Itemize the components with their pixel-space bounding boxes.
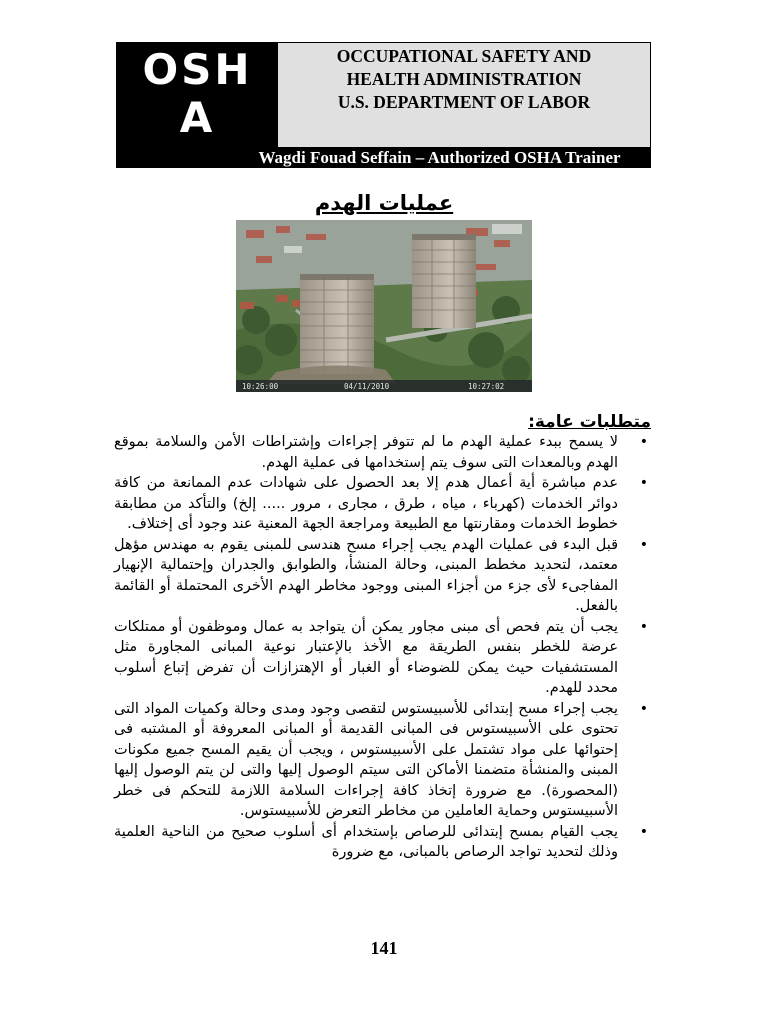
list-item: • قبل البدء فى عمليات الهدم يجب إجراء مسح هندسى للمبنى يقوم به مهندس مؤهل معتمد، لتحديد مخطط المبنى، وحالة المنشأ، والطوابق والجدران وإحتمالية الإنهيار المفاجىء لأى جزء من أجزاء المبنى ووجود مخاطر الهدم الأخرى المحتملة أو القائمة بالفعل. <box>114 535 654 617</box>
logo-line-2: A <box>179 93 216 142</box>
logo-line-1: OSH <box>142 45 253 94</box>
demolition-photo <box>236 220 532 392</box>
list-item: • عدم مباشرة أية أعمال هدم إلا بعد الحصول على شهادات عدم الممانعة من كافة دوائر الخدمات (كهرباء ، مياه ، طرق ، مجارى ، مرور ..... إلخ) والتأكد من مطابقة خطوط الخدمات ومقارنتها مع الطبيعة ومراجعة الجهة المعنية عند وجود أى إختلاف. <box>114 473 654 535</box>
section-heading: متطلبات عامة: <box>528 412 651 432</box>
list-item: • لا يسمح ببدء عملية الهدم ما لم تتوفر إجراءات وإشتراطات الأمن والسلامة بموقع الهدم وبالمعدات التى سوف يتم إستخدامها فى عملية الهدم. <box>114 432 654 473</box>
agency-line-2: HEALTH ADMINISTRATION <box>346 69 582 89</box>
photo-timestamp-right: 10:27:02 <box>468 382 505 391</box>
list-item: • يجب إجراء مسح إبتدائى للأسبيستوس لتقصى وجود ومدى وحالة وكميات المواد التى تحتوى على الأسبيستوس فى المبانى القديمة أو المبانى المعروفة أو المشتبه فى إحتوائها على مواد تشتمل على الأسبيستوس ، ويجب أن يقيم المسح جميع مكونات المبنى والمنشأة متضمنا الأماكن التى سيتم الوصول إليها والتى لن يتم الوصول إليها (المحصورة). مع ضرورة إتخاذ كافة إجراءات السلامة اللازمة للتحكم فى خطر الأسبيستوس وحماية العاملين من مخاطر التعرض للأسبيستوس. <box>114 699 654 822</box>
list-item: • يجب أن يتم فحص أى مبنى مجاور يمكن أن يتواجد به عمال وموظفون أو ممتلكات عرضة للخطر بنفس الطريقة مع الأخذ بالإعتبار نوعية المبانى المجاورة مثل المستشفيات حيث يمكن للضوضاء أو الغبار أو الإهتزازات أن تفرض إتباع أسلوب محدد للهدم. <box>114 617 654 699</box>
page-title: عمليات الهدم <box>314 191 454 215</box>
page-number: 141 <box>370 938 398 958</box>
photo-timestamp-left: 10:26:00 <box>242 382 279 391</box>
trainer-credit: Wagdi Fouad Seffain – Authorized OSHA Trainer <box>117 147 650 167</box>
document-header <box>116 42 651 168</box>
photo-timestamp-mid: 04/11/2010 <box>344 382 390 391</box>
requirements-list <box>114 432 654 863</box>
osha-logo <box>117 43 278 147</box>
agency-name <box>278 43 650 147</box>
list-item: • يجب القيام بمسح إبتدائى للرصاص بإستخدام أى أسلوب صحيح من الناحية العلمية وذلك لتحديد تواجد الرصاص بالمبانى، مع ضرورة <box>114 822 654 863</box>
agency-line-1: OCCUPATIONAL SAFETY AND <box>336 46 592 66</box>
agency-line-3: U.S. DEPARTMENT OF LABOR <box>337 92 591 112</box>
